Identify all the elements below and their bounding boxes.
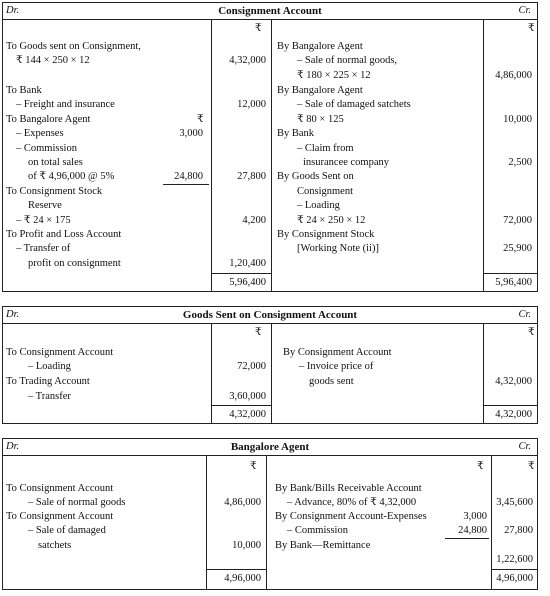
rupee-symbol: ₹: [477, 461, 484, 472]
debit-line: – Expenses: [16, 128, 64, 139]
rupee-symbol: ₹: [197, 114, 204, 125]
dr-label: Dr.: [6, 5, 20, 16]
debit-amount: 72,000: [237, 361, 266, 372]
credit-line: goods sent: [309, 376, 354, 387]
account-title: Bangalore Agent: [230, 441, 310, 453]
inner-amount: 24,800: [458, 525, 487, 536]
credit-line: – Sale of damaged satchets: [297, 99, 411, 110]
center-divider: [266, 455, 267, 589]
credit-amount: 4,86,000: [495, 70, 532, 81]
account-header: [3, 307, 537, 324]
debit-amount: 4,32,000: [229, 55, 266, 66]
total-rule: [483, 405, 538, 406]
debit-line: satchets: [38, 540, 72, 551]
rupee-symbol: ₹: [528, 327, 535, 338]
debit-line: To Trading Account: [6, 376, 90, 387]
account-title: Goods Sent on Consignment Account: [182, 309, 358, 321]
total-rule: [483, 273, 538, 274]
debit-line: To Bangalore Agent: [6, 114, 91, 125]
rupee-symbol: ₹: [255, 23, 262, 34]
debit-line: To Consignment Account: [6, 347, 114, 358]
credit-total: 4,32,000: [495, 409, 532, 420]
debit-amount: 3,60,000: [229, 391, 266, 402]
debit-line: To Goods sent on Consignment,: [6, 41, 141, 52]
inner-amount: 24,800: [174, 171, 203, 182]
goods-sent-account: [2, 306, 538, 424]
debit-total: 5,96,400: [229, 277, 266, 288]
credit-line: ₹ 80 × 125: [297, 114, 344, 125]
credit-line: ₹ 180 × 225 × 12: [297, 70, 371, 81]
credit-total: 4,96,000: [496, 573, 533, 584]
rupee-symbol: ₹: [255, 327, 262, 338]
debit-total: 4,32,000: [229, 409, 266, 420]
debit-line: To Consignment Account: [6, 483, 114, 494]
debit-line: – Commission: [16, 143, 77, 154]
credit-line: – Advance, 80% of ₹ 4,32,000: [287, 497, 417, 508]
account-header: [3, 439, 537, 456]
total-rule: [491, 569, 538, 570]
debit-amount: 27,800: [237, 171, 266, 182]
debit-line: – Loading: [28, 361, 71, 372]
credit-line: By Bangalore Agent: [277, 85, 363, 96]
debit-amount: 4,200: [242, 215, 266, 226]
credit-line: By Consignment Stock: [277, 229, 375, 240]
debit-line: – Transfer of: [16, 243, 71, 254]
credit-line: – Commission: [287, 525, 348, 536]
debit-line: Reserve: [28, 200, 62, 211]
credit-amount: 3,45,600: [496, 497, 533, 508]
center-divider: [271, 323, 272, 423]
total-rule: [206, 569, 266, 570]
debit-line: To Consignment Account: [6, 511, 114, 522]
debit-line: – Sale of normal goods: [28, 497, 126, 508]
rupee-symbol: ₹: [528, 23, 535, 34]
credit-amount: 4,32,000: [495, 376, 532, 387]
column-divider: [483, 19, 484, 291]
credit-line: By Bank—Remittance: [275, 540, 371, 551]
debit-amount: 10,000: [232, 540, 261, 551]
dr-label: Dr.: [6, 441, 20, 452]
credit-line: By Bank/Bills Receivable Account: [275, 483, 422, 494]
debit-amount: 12,000: [237, 99, 266, 110]
credit-line: – Claim from: [297, 143, 354, 154]
rupee-symbol: ₹: [250, 461, 257, 472]
debit-line: – Transfer: [28, 391, 71, 402]
debit-total: 4,96,000: [224, 573, 261, 584]
credit-line: Consignment: [297, 186, 354, 197]
credit-amount: 10,000: [503, 114, 532, 125]
bangalore-agent-account: [2, 438, 538, 590]
inner-amount: 3,000: [463, 511, 487, 522]
center-divider: [271, 19, 272, 291]
debit-line: ₹ 144 × 250 × 12: [16, 55, 90, 66]
debit-amount: 4,86,000: [224, 497, 261, 508]
total-rule: [211, 273, 271, 274]
credit-line: insurancee company: [303, 157, 390, 168]
debit-line: To Bank: [6, 85, 42, 96]
column-divider: [211, 19, 212, 291]
debit-line: – Sale of damaged: [28, 525, 106, 536]
debit-line: – Freight and insurance: [16, 99, 115, 110]
credit-line: By Bank: [277, 128, 315, 139]
dr-label: Dr.: [6, 309, 20, 320]
credit-amount: 72,000: [503, 215, 532, 226]
column-divider: [211, 323, 212, 423]
inner-amount: 3,000: [179, 128, 203, 139]
account-title: Consignment Account: [218, 5, 322, 17]
inner-underline: [163, 184, 209, 185]
credit-amount: 2,500: [508, 157, 532, 168]
debit-line: of ₹ 4,96,000 @ 5%: [28, 171, 115, 182]
total-rule: [211, 405, 271, 406]
debit-line: – ₹ 24 × 175: [16, 215, 71, 226]
account-header: [3, 3, 537, 20]
credit-line: By Bangalore Agent: [277, 41, 363, 52]
credit-line: By Consignment Account: [283, 347, 392, 358]
debit-line: To Profit and Loss Account: [6, 229, 122, 240]
debit-line: profit on consignment: [28, 258, 121, 269]
credit-line: – Sale of normal goods,: [297, 55, 398, 66]
credit-line: – Invoice price of: [299, 361, 374, 372]
credit-amount: 27,800: [504, 525, 533, 536]
credit-line: ₹ 24 × 250 × 12: [297, 215, 366, 226]
credit-line: – Loading: [297, 200, 340, 211]
column-divider: [483, 323, 484, 423]
credit-amount: 1,22,600: [496, 554, 533, 565]
debit-line: on total sales: [28, 157, 83, 168]
credit-line: [Working Note (ii)]: [297, 243, 379, 254]
credit-amount: 25,900: [503, 243, 532, 254]
cr-label: Cr.: [518, 441, 531, 452]
credit-line: By Goods Sent on: [277, 171, 354, 182]
inner-underline: [445, 538, 489, 539]
rupee-symbol: ₹: [528, 461, 535, 472]
consignment-account: [2, 2, 538, 292]
cr-label: Cr.: [518, 5, 531, 16]
credit-line: By Consignment Account-Expenses: [275, 511, 427, 522]
credit-total: 5,96,400: [495, 277, 532, 288]
cr-label: Cr.: [518, 309, 531, 320]
debit-line: To Consignment Stock: [6, 186, 103, 197]
debit-amount: 1,20,400: [229, 258, 266, 269]
